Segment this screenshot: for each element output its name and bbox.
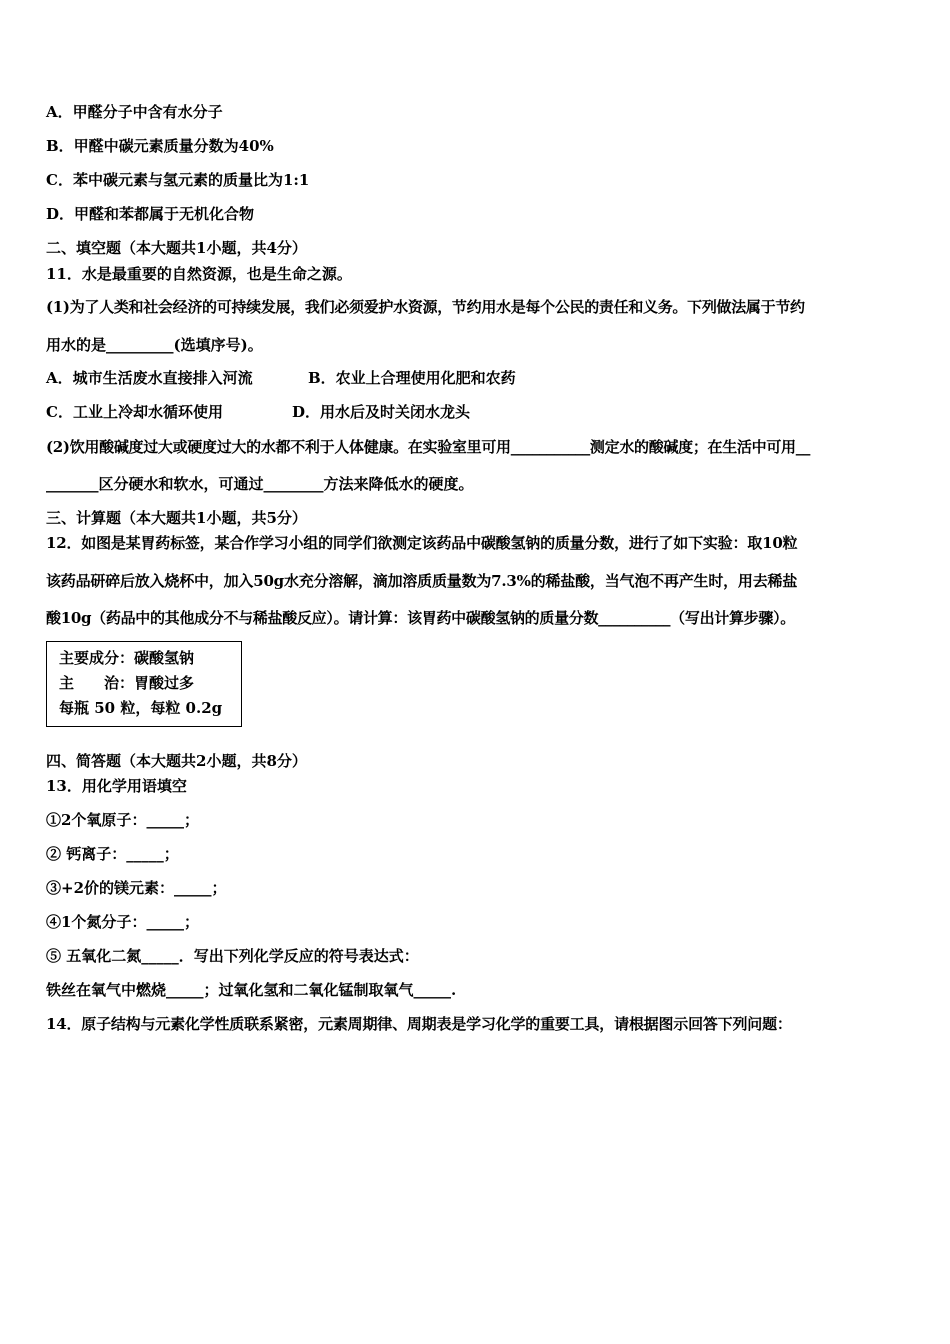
q12-line3: 酸10g（药品中的其他成分不与稀盐酸反应）。请计算：该胃药中碳酸氢钠的质量分数__________（写出计算步骤）。 (46, 609, 795, 627)
q11-part1-line1: (1)为了人类和社会经济的可持续发展，我们必须爱护水资源，节约用水是每个公民的责任和义务。下列做法属于节约 (46, 298, 805, 316)
q13-item-6: 铁丝在氧气中燃烧_____；过氧化氢和二氧化锰制取氧气_____. (46, 981, 457, 999)
label-dosage: 每瓶 50 粒，每粒 0.2g (59, 699, 223, 717)
q11-part1-line2: 用水的是_________(选填序号)。 (46, 336, 263, 354)
q11-option-c: C．工业上冷却水循环使用 (46, 403, 223, 421)
label-indication: 主 治：胃酸过多 (59, 674, 195, 692)
q13-item-5: ⑤ 五氧化二氮_____．写出下列化学反应的符号表达式： (46, 947, 419, 965)
q12-line1: 12．如图是某胃药标签，某合作学习小组的同学们欲测定该药品中碳酸氢钠的质量分数，进行了如下实验：取10粒 (46, 534, 798, 552)
medicine-label (46, 641, 242, 727)
q10-option-a: A．甲醛分子中含有水分子 (46, 103, 223, 121)
q14-text: 14．原子结构与元素化学性质联系紧密，元素周期律、周期表是学习化学的重要工具，请根据图示回答下列问题： (46, 1015, 792, 1033)
q11-part2-line2: _______区分硬水和软水，可通过________方法来降低水的硬度。 (46, 475, 474, 493)
q11-part2-line1: (2)饮用酸碱度过大或硬度过大的水都不利于人体健康。在实验室里可用___________测定水的酸碱度；在生活中可用__ (46, 438, 811, 456)
q13-item-4: ④1个氮分子：_____； (46, 913, 199, 931)
q11-intro: 11．水是最重要的自然资源，也是生命之源。 (46, 265, 352, 283)
q13-intro: 13．用化学用语填空 (46, 777, 187, 795)
q11-option-b: B．农业上合理使用化肥和农药 (308, 369, 516, 387)
q10-option-d: D．甲醛和苯都属于无机化合物 (46, 205, 255, 223)
label-main-ingredient: 主要成分：碳酸氢钠 (59, 649, 195, 667)
q11-options-row1 (46, 368, 906, 388)
q11-option-d: D．用水后及时关闭水龙头 (292, 403, 471, 421)
section2-heading: 二、填空题（本大题共1小题，共4分） (46, 239, 307, 257)
q13-item-1: ①2个氧原子：_____； (46, 811, 199, 829)
q11-options-row2 (46, 402, 906, 422)
section4-heading: 四、简答题（本大题共2小题，共8分） (46, 752, 307, 770)
q11-option-a: A．城市生活废水直接排入河流 (46, 369, 253, 387)
q10-option-b: B．甲醛中碳元素质量分数为40% (46, 137, 274, 155)
q12-line2: 该药品研碎后放入烧杯中，加入50g水充分溶解，滴加溶质质量数为7.3%的稀盐酸，当气泡不再产生时，用去稀盐 (46, 572, 798, 590)
section3-heading: 三、计算题（本大题共1小题，共5分） (46, 509, 307, 527)
q10-option-c: C．苯中碳元素与氢元素的质量比为1:1 (46, 171, 310, 189)
q13-item-3: ③+2价的镁元素：_____； (46, 879, 227, 897)
q13-item-2: ② 钙离子：_____； (46, 845, 179, 863)
